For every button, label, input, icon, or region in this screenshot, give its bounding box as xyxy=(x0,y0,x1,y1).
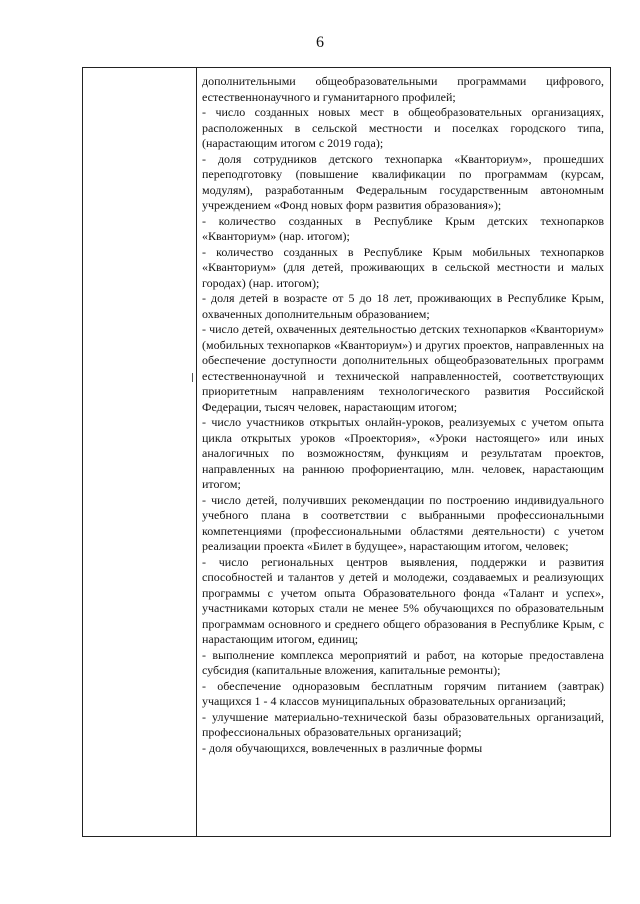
list-item: дополнительными общеобразовательными программами цифрового, естественнонаучного и гуманитарного профилей; xyxy=(202,74,604,104)
list-item: - улучшение материально-технической базы образовательных организаций, профессиональных образовательных организаций; xyxy=(202,709,604,739)
list-item: - обеспечение одноразовым бесплатным горячим питанием (завтрак) учащихся 1 - 4 классов муниципальных образовательных организаций; xyxy=(202,678,604,708)
list-item: - число созданных новых мест в общеобразовательных организациях, расположенных в сельской местности и поселках городского типа, (нарастающим итогом с 2019 года); xyxy=(202,105,604,150)
page-number: 6 xyxy=(316,34,324,51)
list-item: - количество созданных в Республике Крым мобильных технопарков «Кванториум» (для детей, проживающих в сельской местности и малых городах) (нар. итогом); xyxy=(202,244,604,290)
scan-mark xyxy=(192,373,193,382)
table-row xyxy=(83,68,611,837)
list-item: - выполнение комплекса мероприятий и работ, на которые предоставлена субсидия (капитальные вложения, капитальные ремонты); xyxy=(202,647,604,677)
document-table xyxy=(82,67,611,837)
list-item: - число участников открытых онлайн-уроков, реализуемых с учетом опыта цикла открытых уроков «Проектория», «Уроки настоящего» или иных аналогичных по возможностям, функциям и результатам проектов, направленных на раннюю профориентацию, млн. человек, нарастающим итогом; xyxy=(202,415,604,491)
list-item: - доля сотрудников детского технопарка «Кванториум», прошедших переподготовку (повышение квалификации по программам (курсам, модулям), разработанным Федеральным государственным автономным учреждением «Фонд новых форм развития образования»); xyxy=(202,151,604,212)
left-column-cell xyxy=(83,68,197,837)
list-item: - число детей, охваченных деятельностью детских технопарков «Кванториум» (мобильных технопарков «Кванториум») и других проектов, направленных на обеспечение доступности дополнительных общеобразовательных программ естественнонаучной и технической направленностей, соответствующих приоритетным направлениям технологического развития Российской Федерации, тысяч человек, нарастающим итогом; xyxy=(202,322,604,414)
list-item: - доля детей в возрасте от 5 до 18 лет, проживающих в Республике Крым, охваченных дополнительным образованием; xyxy=(202,291,604,321)
right-column-cell xyxy=(197,68,611,837)
indicator-list xyxy=(197,68,610,756)
list-item: - число детей, получивших рекомендации по построению индивидуального учебного плана в соответствии с выбранными профессиональными компетенциями (профессиональными областями деятельности) с учетом реализации проекта «Билет в будущее», нарастающим итогом, человек; xyxy=(202,492,604,553)
list-item: - число региональных центров выявления, поддержки и развития способностей и талантов у детей и молодежи, создаваемых и реализующих программы с учетом опыта Образовательного фонда «Талант и успех», участниками которых стали не менее 5% обучающихся по образовательным программам основного и среднего общего образования в Республике Крым, с нарастающим итогом, единиц; xyxy=(202,554,604,646)
list-item: - количество созданных в Республике Крым детских технопарков «Кванториум» (нар. итогом); xyxy=(202,213,604,243)
list-item: - доля обучающихся, вовлеченных в различные формы xyxy=(202,740,483,755)
